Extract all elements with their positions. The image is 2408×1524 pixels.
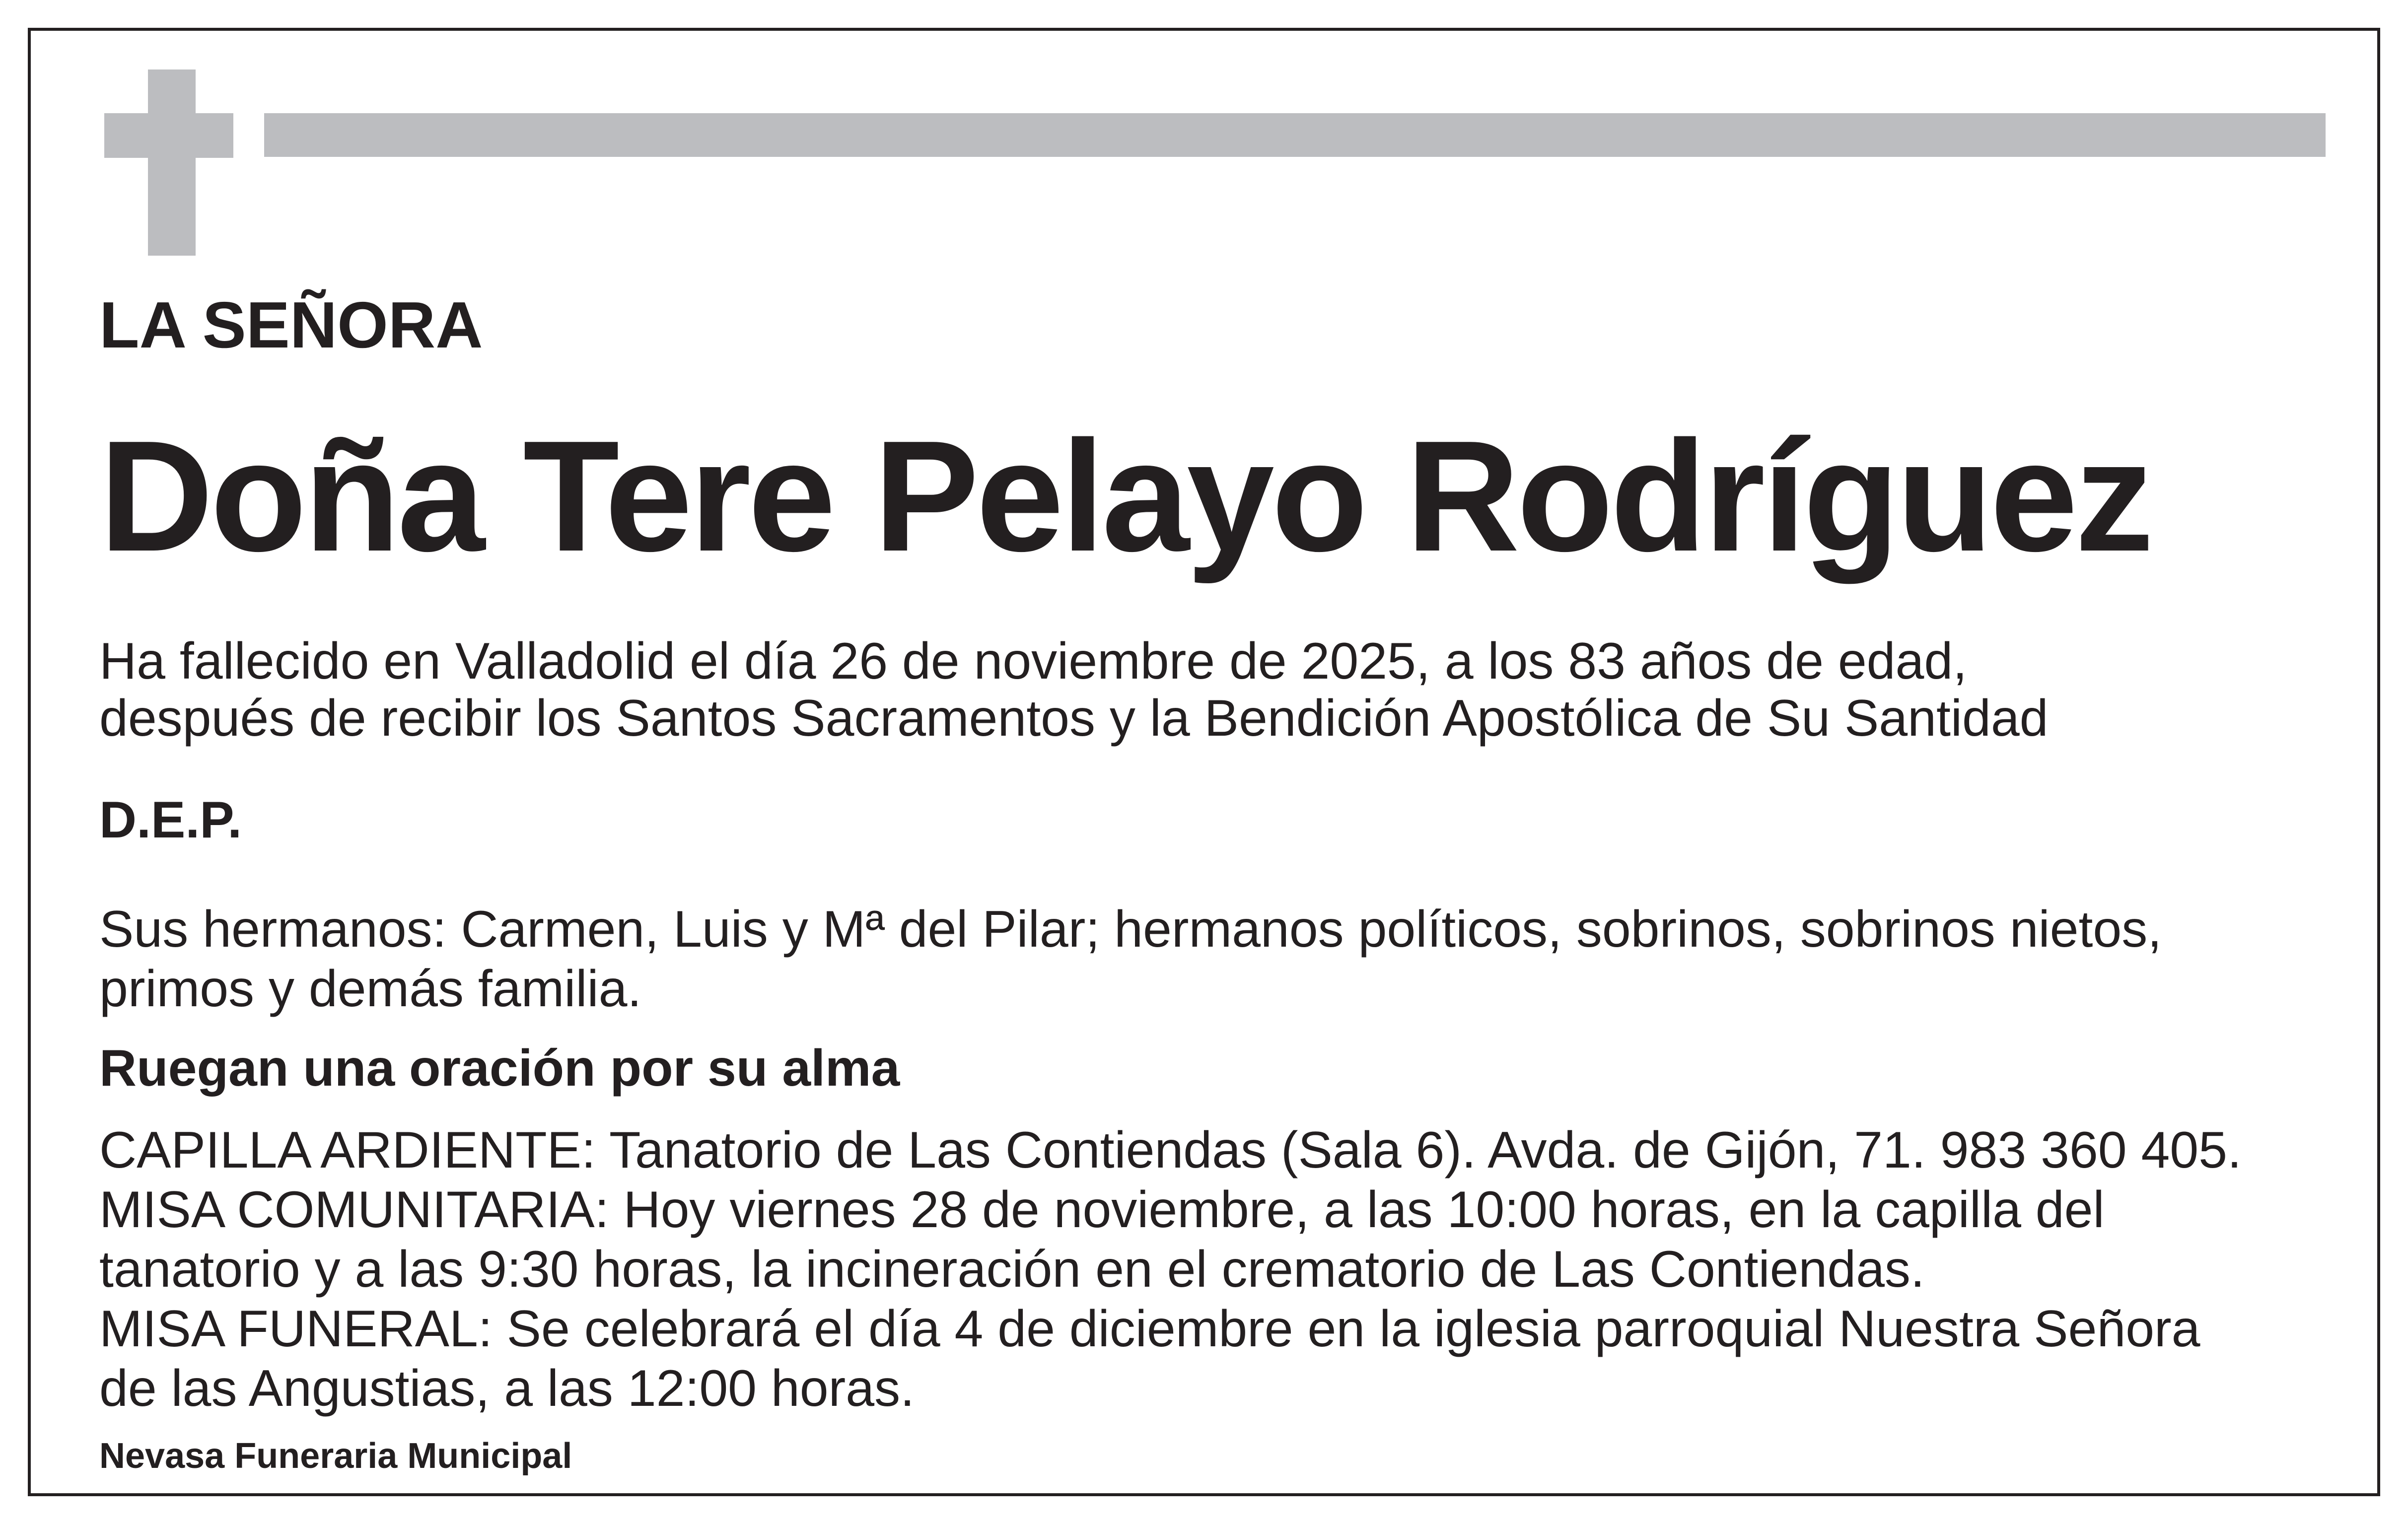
death-info-line: Ha fallecido en Valladolid el día 26 de noviembre de 2025, a los 83 años de edad, — [99, 632, 1968, 690]
family-line: Sus hermanos: Carmen, Luis y Mª del Pilar; hermanos políticos, sobrinos, sobrinos nietos, — [99, 901, 2162, 958]
family-line: primos y demás familia. — [99, 960, 642, 1018]
cross-icon-crossbar — [104, 113, 233, 158]
header-rule — [264, 113, 2326, 157]
service-line: MISA COMUNITARIA: Hoy viernes 28 de noviembre, a las 10:00 horas, en la capilla del — [99, 1181, 2105, 1239]
death-info-line: después de recibir los Santos Sacramentos y la Bendición Apostólica de Su Santidad — [99, 690, 2049, 747]
cross-icon — [148, 69, 196, 256]
funeral-home-name: Nevasa Funeraria Municipal — [99, 1436, 572, 1476]
service-line: CAPILLA ARDIENTE: Tanatorio de Las Contiendas (Sala 6). Avda. de Gijón, 71. 983 360 405. — [99, 1121, 2242, 1179]
title-prefix: LA SEÑORA — [99, 288, 483, 361]
prayer-request: Ruegan una oración por su alma — [99, 1039, 900, 1097]
deceased-name: Doña Tere Pelayo Rodríguez — [99, 408, 2151, 584]
service-line: de las Angustias, a las 12:00 horas. — [99, 1360, 915, 1417]
service-line: tanatorio y a las 9:30 horas, la incineración en el crematorio de Las Contiendas. — [99, 1241, 1925, 1298]
rip-label: D.E.P. — [99, 791, 242, 849]
service-line: MISA FUNERAL: Se celebrará el día 4 de diciembre en la iglesia parroquial Nuestra Señora — [99, 1300, 2200, 1358]
